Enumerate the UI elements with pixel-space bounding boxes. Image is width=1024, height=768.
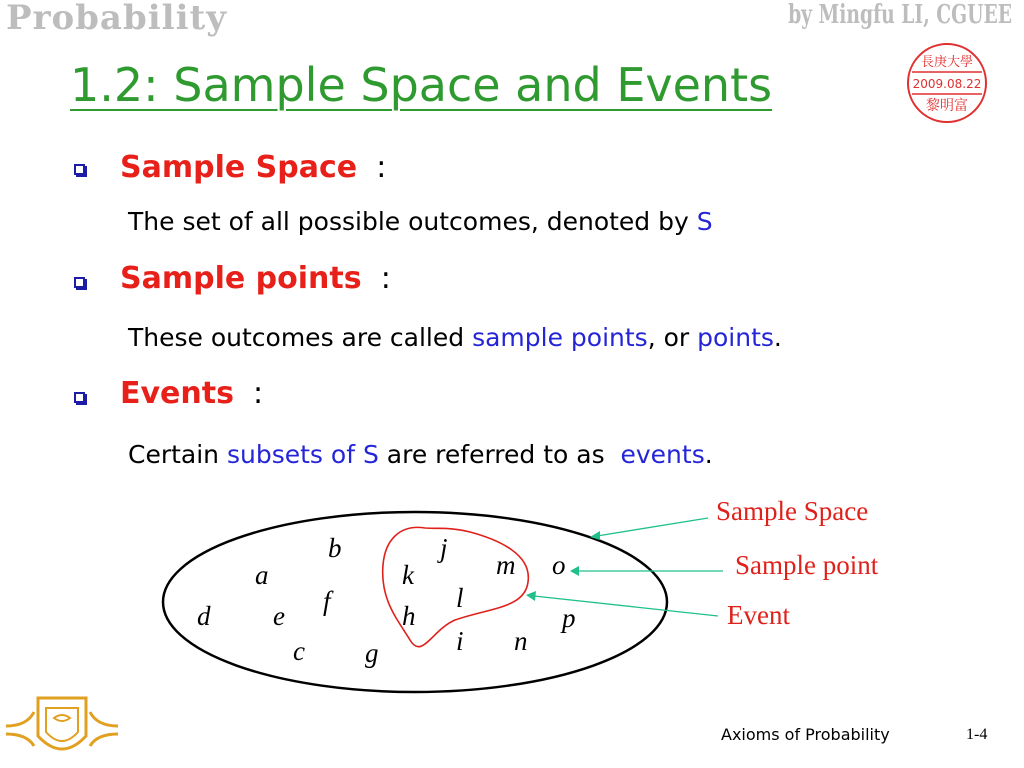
term-colon: : — [376, 150, 387, 185]
footer-topic: Axioms of Probability — [721, 725, 890, 744]
desc-period: . — [704, 440, 713, 469]
seal-line-date: 2009.08.22 — [912, 77, 982, 91]
point-l: l — [456, 583, 464, 613]
term-sample-points: Sample points — [120, 261, 362, 296]
desc-highlight-subsets: subsets of S — [226, 440, 379, 469]
seal-line-school: 長庚大學 — [920, 55, 974, 70]
desc-text: are referred to as — [378, 440, 621, 469]
point-k: k — [402, 560, 414, 590]
point-n: n — [514, 626, 528, 656]
term-colon: : — [380, 261, 391, 296]
arrow-head-icon — [570, 566, 579, 576]
desc-highlight-s: S — [696, 207, 713, 236]
desc-text: Certain — [128, 440, 227, 469]
desc-text: These outcomes are called — [128, 323, 473, 352]
label-sample-point: Sample point — [735, 550, 879, 580]
desc-highlight-points: points — [697, 323, 774, 352]
point-e: e — [273, 601, 285, 631]
point-b: b — [328, 533, 342, 563]
author-header: by Mingfu LI, CGUEE — [788, 0, 1012, 30]
label-sample-space: Sample Space — [716, 496, 869, 526]
desc-highlight-events: events — [620, 440, 705, 469]
seal-line-name: 黎明富 — [926, 98, 968, 114]
point-f: f — [323, 586, 331, 616]
point-o: o — [552, 550, 566, 580]
arrow-head-icon — [526, 591, 536, 601]
desc-highlight-sample-points: sample points — [472, 323, 648, 352]
label-event: Event — [727, 600, 790, 630]
point-h: h — [402, 601, 416, 631]
point-d: d — [197, 601, 211, 631]
point-i: i — [456, 626, 464, 656]
slide-title: 1.2: Sample Space and Events — [70, 58, 773, 112]
term-sample-space: Sample Space — [120, 150, 358, 185]
term-events: Events — [120, 376, 234, 411]
arrow-sample-space — [597, 518, 708, 536]
desc-text: The set of all possible outcomes, denoted by — [128, 207, 697, 236]
term-colon: : — [253, 376, 264, 411]
page-number: 1-4 — [966, 726, 988, 743]
desc-period: . — [773, 323, 782, 352]
point-g: g — [365, 638, 379, 668]
cgu-logo-icon — [2, 688, 122, 766]
point-m: m — [496, 550, 516, 580]
point-p: p — [562, 603, 576, 633]
point-j: j — [440, 533, 448, 563]
point-c: c — [293, 636, 305, 666]
course-header: Probability — [6, 0, 227, 38]
desc-text: , or — [647, 323, 698, 352]
point-a: a — [255, 560, 269, 590]
